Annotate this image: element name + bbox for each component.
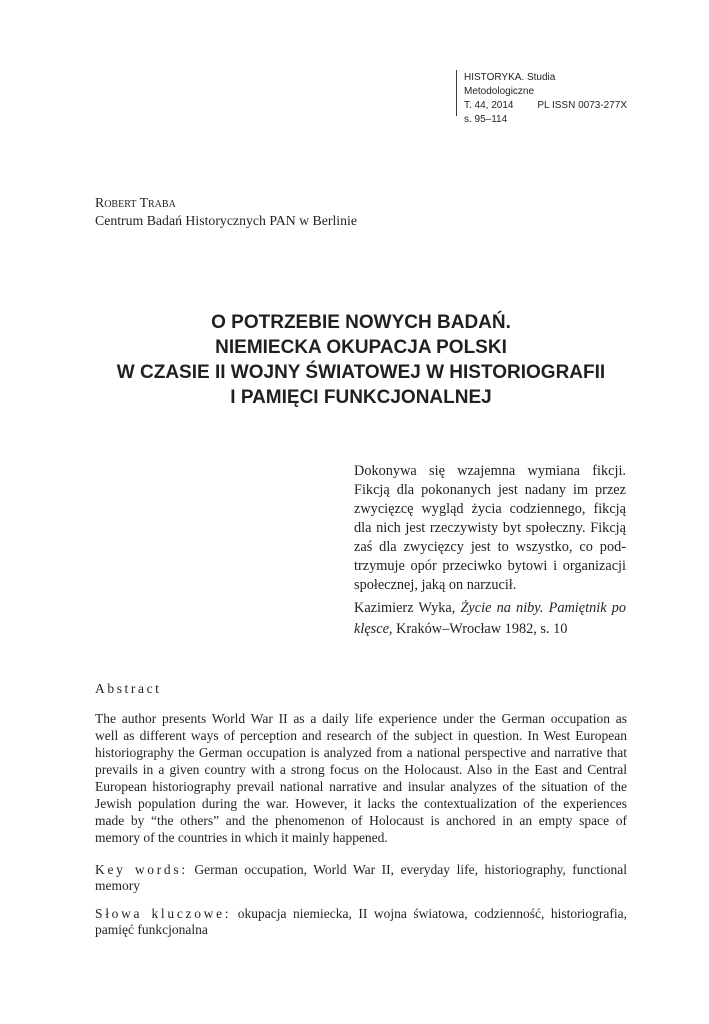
citation-line	[354, 619, 626, 640]
keywords	[95, 862, 627, 894]
epigraph-line: trzymuje opór przeciwko bytowi i organizacji	[354, 558, 626, 574]
citation-author: Kazimierz Wyka,	[354, 600, 456, 616]
abstract-line: well as different ways of perception and research of the subject in question. In West European	[95, 728, 627, 743]
author-name: Robert Traba	[95, 195, 176, 210]
citation-work: klęsce,	[354, 621, 393, 637]
epigraph-line: zwycięzcę wygląd życia codziennego, fikcją	[354, 501, 626, 517]
slowa-kluczowe-text: pamięć funkcjonalna	[95, 922, 208, 937]
journal-volume-row	[464, 99, 627, 113]
slowa-kluczowe	[95, 906, 627, 938]
title-line: NIEMIECKA OKUPACJA POLSKI	[215, 337, 507, 358]
citation-work: Życie na niby. Pamiętnik po	[460, 600, 627, 616]
title-line: O POTRZEBIE NOWYCH BADAŃ.	[211, 312, 511, 333]
abstract-body	[95, 710, 627, 846]
epigraph-line: zaś dla zwycięzcy jest to wszystko, co pod-	[354, 539, 626, 555]
epigraph-line: Fikcją dla pokonanych jest nadany im przez	[354, 482, 626, 498]
journal-pages: s. 95–114	[464, 114, 508, 125]
epigraph	[354, 462, 626, 595]
journal-header	[456, 70, 628, 125]
abstract-line: memory of the countries in which it mainly happened.	[95, 830, 388, 845]
journal-volume: T. 44, 2014	[464, 100, 514, 111]
abstract-line: European historiography prevail national narrative and insular analyzes of the situation of the	[95, 779, 627, 794]
title-line: I PAMIĘCI FUNKCJONALNEJ	[230, 387, 492, 408]
keywords-text: German occupation, World War II, everyday life, historiography, functional	[194, 862, 628, 877]
epigraph-line: społecznej, jaką on narzucił.	[354, 577, 517, 593]
journal-name: HISTORYKA. Studia Metodologiczne	[464, 72, 556, 97]
keywords-label: Key words:	[95, 862, 188, 877]
abstract-line: historiography the German occupation is analyzed from a national perspective and narrative that	[95, 745, 627, 760]
slowa-kluczowe-label: Słowa kluczowe:	[95, 906, 232, 921]
journal-issn: PL ISSN 0073-277X	[537, 100, 627, 111]
slowa-kluczowe-text: okupacja niemiecka, II wojna światowa, codzienność, historiografia,	[237, 906, 628, 921]
abstract-line: prevails in a given country with a strong focus on the Holocaust. Also in the East and Central	[95, 762, 627, 777]
abstract-line: Jewish population during the war. However, it lacks the contextualization of the experiences	[95, 796, 627, 811]
abstract-line: The author presents World War II as a daily life experience under the German occupation as	[95, 711, 627, 726]
epigraph-line: Dokonywa się wzajemna wymiana fikcji.	[354, 463, 626, 479]
keywords-line	[95, 862, 627, 878]
citation-details: Kraków–Wrocław 1982, s. 10	[396, 621, 568, 637]
abstract-heading: Abstract	[95, 681, 162, 696]
title-line: W CZASIE II WOJNY ŚWIATOWEJ W HISTORIOGRAFII	[116, 362, 606, 383]
author-affiliation: Centrum Badań Historycznych PAN w Berlinie	[95, 213, 357, 228]
epigraph-citation	[354, 598, 626, 640]
keywords-text: memory	[95, 878, 140, 893]
citation-line	[354, 598, 626, 619]
author-block	[95, 194, 357, 230]
epigraph-line: dla nich jest rzeczywisty byt społeczny. Fikcją	[354, 520, 626, 536]
slowa-kluczowe-line	[95, 906, 627, 922]
abstract-line: made by “the others” and the phenomenon of Holocaust is anchored in an empty space of	[95, 813, 627, 828]
article-title	[95, 310, 627, 410]
